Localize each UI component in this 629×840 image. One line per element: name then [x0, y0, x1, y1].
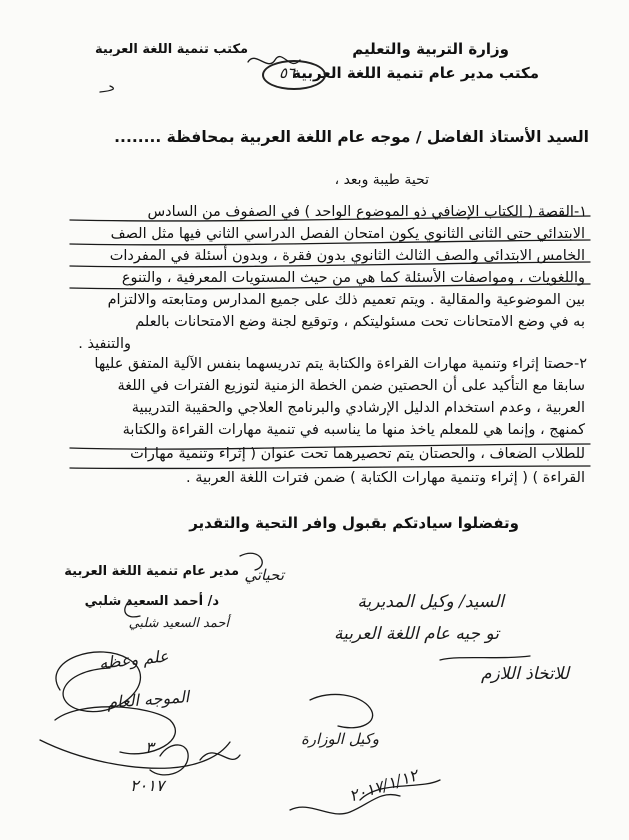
signature-handwritten: أحمد السعيد شلبي: [128, 616, 229, 631]
handwritten-greeting: تحياتي: [244, 566, 284, 584]
handwritten-line-3: للاتخاذ اللازم: [481, 664, 569, 684]
signature-title: مدير عام تنمية اللغة العربية: [64, 564, 239, 579]
signature-name: د/ أحمد السعيد شلبي: [84, 594, 219, 609]
paragraph-1-line: بين الموضوعية والمقالية . ويتم تعميم ذلك على جميع المدارس ومتابعته والالتزام: [107, 292, 585, 308]
paragraph-2-line: كمنهج ، وإنما هي للمعلم ياخذ منها ما يناسبه في تنمية مهارات القراءة والكتابة: [122, 422, 585, 438]
paragraph-1-line: واللغويات ، ومواصفات الأسئلة كما هي من حيث المستويات المعرفية ، والتنوع: [121, 270, 585, 286]
paragraph-2-line: ٢-حصتا إثراء وتنمية مهارات القراءة والكتابة يتم تدريسهما بنفس الآلية المتفق عليها: [94, 356, 587, 372]
addressee-line: السيد الأستاذ الفاضل / موجه عام اللغة العربية بمحافظة ........: [114, 128, 589, 146]
paragraph-1-line: الخامس الابتدائي والصف الثالث الثانوي بدون فقرة ، وبدون أسئلة في المفردات: [109, 248, 585, 264]
handwritten-date: ٢٠١٧/١/١٢: [346, 765, 421, 806]
handwritten-line-4: وكيل الوزارة: [300, 730, 379, 748]
ministry-title: وزارة التربية والتعليم: [352, 40, 509, 58]
paragraph-2-line: للطلاب الضعاف ، والحصتان يتم تحصيرهما تحت عنوان ( إثراء وتنمية مهارات: [130, 446, 585, 462]
reference-number: ٥٦: [279, 64, 296, 82]
left-note-2: الموجه العام: [106, 687, 190, 712]
office-stamp: مكتب تنمية اللغة العربية: [95, 42, 249, 57]
handwritten-line-2: تو جيه عام اللغة العربية: [333, 624, 499, 644]
handwritten-line-1: السيد/ وكيل المديرية: [357, 592, 504, 612]
paragraph-1-line: الابتدائي حتى الثاني الثانوي يكون امتحان الفصل الدراسي الثاني فيها مثل الصف: [110, 226, 585, 242]
left-date: ٢٠١٧: [130, 776, 165, 795]
left-note-1: علم وعظه: [98, 646, 170, 673]
greeting-line: تحية طيبة وبعد ،: [334, 172, 429, 188]
paragraph-1-line: ١-القصة ( الكتاب الإضافي ذو الموضوع الواحد ) في الصفوف من السادس: [147, 204, 587, 220]
paragraph-2-line: العربية ، وعدم استخدام الدليل الإرشادي والبرنامج العلاجي والحقيبة التدريبية: [131, 400, 585, 416]
office-title: مكتب مدير عام تنمية اللغة العربية: [292, 64, 539, 82]
left-number: ٣: [145, 738, 154, 757]
paragraph-2-line: القراءة ) ( إثراء وتنمية مهارات الكتابة ) ضمن فترات اللغة العربية .: [186, 470, 585, 486]
paragraph-1-line: به في وضع الامتحانات تحت مسئوليتكم ، وتوقيع لجنة وضع الامتحانات بالعلم: [135, 314, 585, 330]
closing-line: وتفضلوا سيادتكم بقبول وافر التحية والتقدير: [189, 514, 519, 532]
paragraph-1-line: والتنفيذ .: [78, 336, 131, 352]
paragraph-2-line: سابقا مع التأكيد على أن الحصتين ضمن الخطة الزمنية لتوزيع الفترات في اللغة: [117, 378, 585, 394]
